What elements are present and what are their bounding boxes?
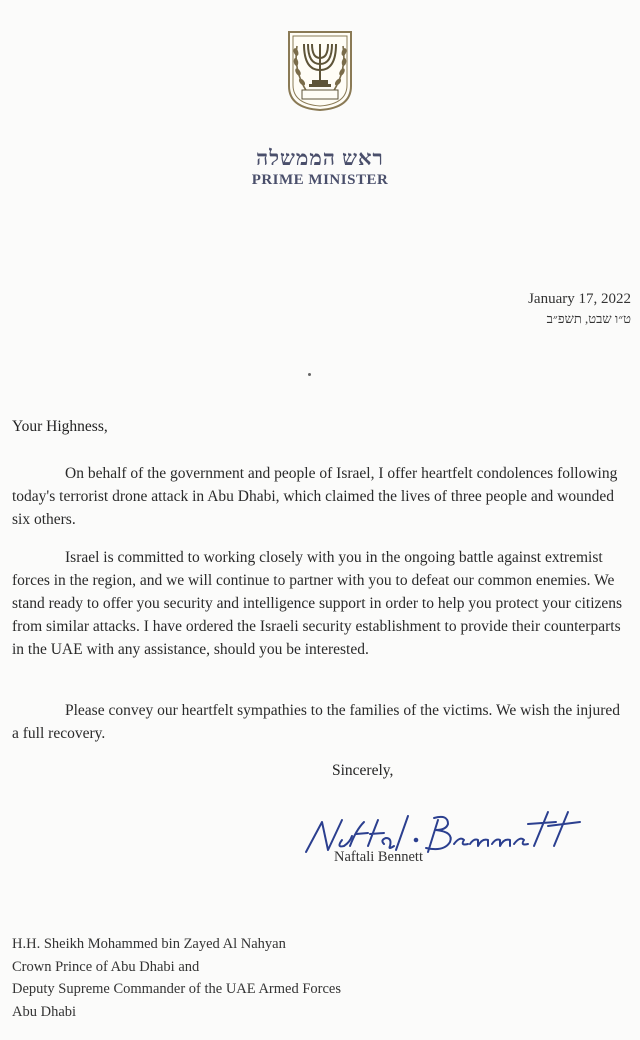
signer-name: Naftali Bennett bbox=[334, 849, 423, 865]
paragraph-commitment: Israel is committed to working closely with you in the ongoing battle against extremist forces in the region, and we will continue to partner with you to defeat our common enemies. We stand ready to offer you security and intelligence support in order to help you protect your citizens from similar attacks. I have ordered the Israeli security establishment to provide their counterparts in the UAE with any assistance, should you be interested. bbox=[12, 549, 623, 658]
recipient-line: Crown Prince of Abu Dhabi and bbox=[12, 958, 200, 975]
salutation: Your Highness, bbox=[12, 418, 108, 435]
stray-mark bbox=[308, 373, 311, 376]
letterhead-hebrew-title: ראש הממשלה bbox=[256, 146, 384, 170]
recipient-line: Abu Dhabi bbox=[12, 1003, 77, 1020]
date-hebrew: ט״ו שבט, תשפ״ב bbox=[546, 311, 631, 326]
recipient-line: H.H. Sheikh Mohammed bin Zayed Al Nahyan bbox=[12, 936, 286, 952]
paragraph-condolences: On behalf of the government and people of Israel, I offer heartfelt condolences following today's terrorist drone attack in Abu Dhabi, which claimed the lives of three people and wounded six others. bbox=[12, 465, 618, 528]
recipient-line: Deputy Supreme Commander of the UAE Armed Forces bbox=[12, 981, 341, 997]
paragraph-sympathies: Please convey our heartfelt sympathies to the families of the victims. We wish the injured a full recovery. bbox=[12, 702, 621, 742]
recipient-block bbox=[12, 933, 341, 1023]
letterhead-english-title: PRIME MINISTER bbox=[251, 172, 389, 188]
closing: Sincerely, bbox=[332, 762, 394, 779]
date-english: January 17, 2022 bbox=[528, 291, 631, 307]
menorah-emblem-icon bbox=[285, 30, 355, 112]
